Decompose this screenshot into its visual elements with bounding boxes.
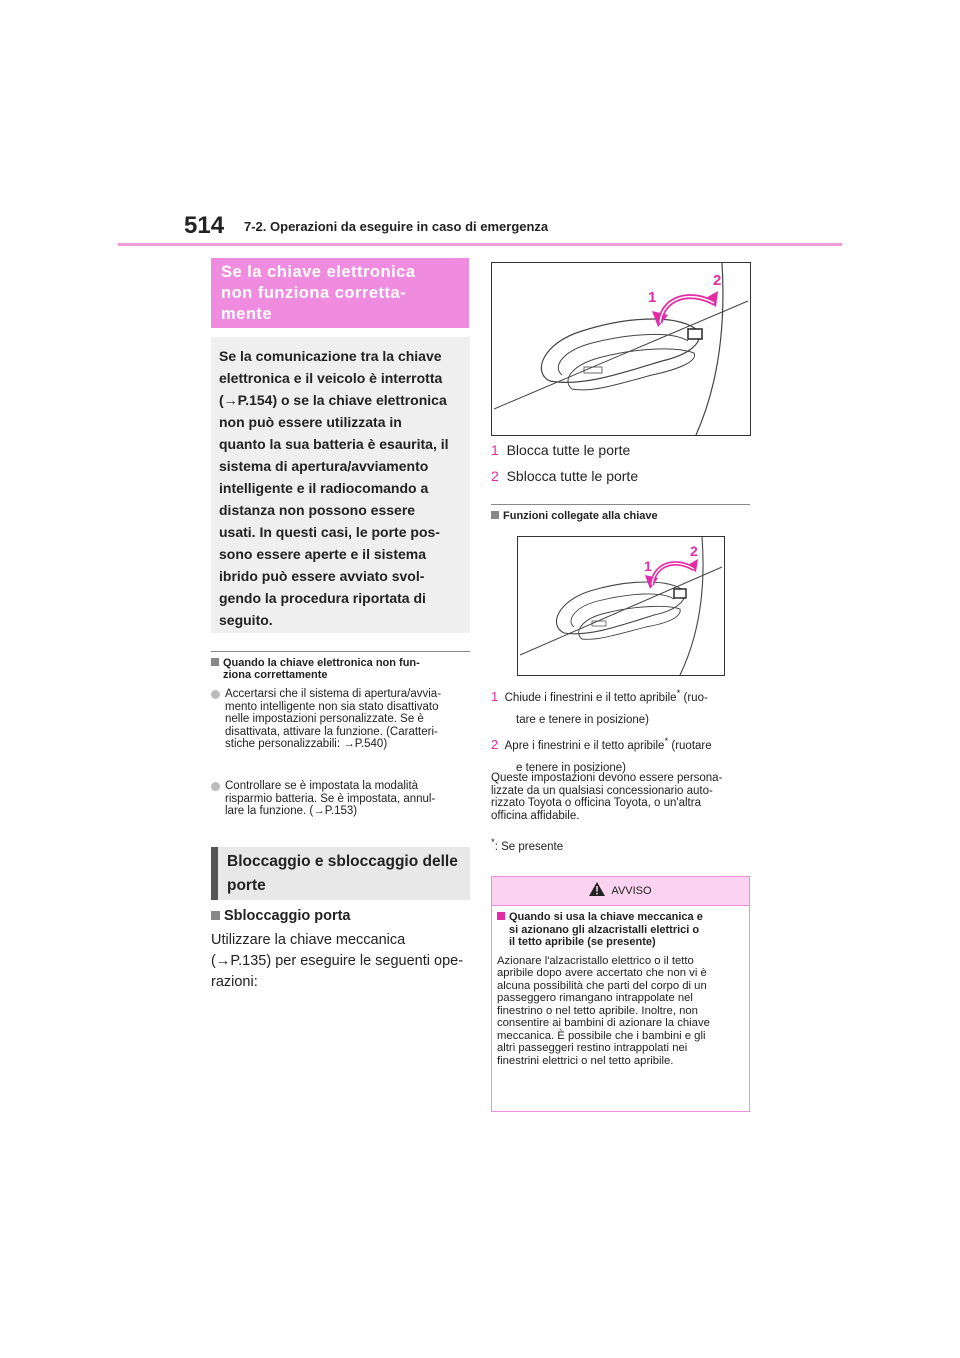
intro-line: usati. In questi casi, le porte pos- <box>219 524 440 540</box>
figure-2-label-2: 2 <box>690 543 698 559</box>
door-handle-figure-2 <box>517 536 725 676</box>
legend-text: tare e tenere in posizione) <box>516 713 649 726</box>
warning-box <box>491 876 750 1112</box>
legend-text: e tenere in posizione) <box>516 761 626 774</box>
footnote-marker: * <box>491 837 495 848</box>
unlock-instructions <box>211 930 473 993</box>
legend-number: 1 <box>491 688 499 704</box>
intro-line: quanto la sua batteria è esaurita, il <box>219 436 449 452</box>
figure-2-legend <box>491 683 753 779</box>
warning-body-line: apribile dopo avere accertato che non vi è <box>497 967 707 979</box>
square-bullet-icon <box>497 912 505 920</box>
pink-title-line: non funziona corretta- <box>221 284 407 302</box>
intro-line: gendo la procedura riportata di <box>219 590 426 606</box>
bullet-line: stiche personalizzabili: →P.540) <box>225 738 388 750</box>
intro-line: elettronica e il veicolo è interrotta <box>219 370 443 386</box>
intro-line: intelligente e il radiocomando a <box>219 480 429 496</box>
subheading-text: Sbloccaggio porta <box>224 908 351 924</box>
figure-2-label-1: 1 <box>644 558 652 574</box>
bullet-line: nelle impostazioni personalizzate. Se è <box>225 713 424 725</box>
legend-text: (ruotare <box>668 739 712 752</box>
footnote-marker: * <box>664 735 669 747</box>
warning-body-line: finestrini elettrici o nel tetto apribile. <box>497 1054 674 1067</box>
divider <box>491 504 750 505</box>
square-bullet-icon <box>491 511 499 519</box>
bullet-line: mento intelligente non sia stato disattivato <box>225 700 439 713</box>
dealer-note <box>491 772 753 822</box>
bullet-line: Controllare se è impostata la modalità <box>225 780 419 792</box>
warning-title-line: Quando si usa la chiave meccanica e <box>509 911 703 923</box>
legend-item-close-windows <box>491 683 753 731</box>
warning-body-line: Azionare l'alzacristallo elettrico o il tetto <box>497 954 694 967</box>
circle-bullet-icon <box>211 782 220 791</box>
legend-number: 1 <box>491 442 499 458</box>
warning-body-line: passeggero rimangano intrappolate nel <box>497 992 693 1004</box>
warning-header <box>492 877 749 906</box>
divider <box>211 651 470 652</box>
legend-text: Sblocca tutte le porte <box>506 468 639 484</box>
intro-box <box>211 337 470 633</box>
door-handle-figure-1 <box>491 262 751 436</box>
intro-line: sistema di apertura/avviamento <box>219 458 429 474</box>
circle-bullet-icon <box>211 690 220 699</box>
intro-line: distanza non possono essere <box>219 502 416 518</box>
warning-body-line: altri passeggeri restino intrappolati nei <box>497 1042 688 1054</box>
warning-body-line: consentire ai bambini di azionare la chiave <box>497 1017 710 1029</box>
door-handle-illustration <box>492 263 750 435</box>
legend-number: 2 <box>491 468 499 484</box>
section-title-pink <box>211 258 469 328</box>
intro-line: seguito. <box>219 612 273 628</box>
legend-number: 2 <box>491 736 499 752</box>
body-line: razioni: <box>211 974 258 990</box>
figure-1-legend <box>491 437 638 489</box>
legend-text: Blocca tutte le porte <box>506 442 631 458</box>
section-title-doors <box>211 847 470 900</box>
header-rule <box>118 243 842 246</box>
bullet-line: risparmio batteria. Se è impostata, annul- <box>225 792 436 805</box>
square-bullet-icon <box>211 911 220 920</box>
note-line: officina affidabile. <box>491 809 580 822</box>
section-title-line: Bloccaggio e sbloccaggio delle <box>227 853 458 870</box>
legend-item-unlock <box>491 463 638 489</box>
chapter-title: 7-2. Operazioni da eseguire in caso di emergenza <box>244 219 549 234</box>
subheading-key-malfunction <box>211 657 470 681</box>
bullet-line: disattivata, attivare la funzione. (Caratteri- <box>225 725 438 738</box>
intro-line: (→P.154) o se la chiave elettronica <box>219 392 447 408</box>
note-line: Queste impostazioni devono essere persona- <box>491 772 723 784</box>
warning-title-line: si azionano gli alzacristalli elettrici o <box>509 923 700 936</box>
warning-body <box>497 955 744 1068</box>
subheading-text: Funzioni collegate alla chiave <box>503 510 658 522</box>
body-line: Utilizzare la chiave meccanica <box>211 932 406 948</box>
square-bullet-icon <box>211 658 219 666</box>
legend-text: Chiude i finestrini e il tetto apribile <box>504 691 677 704</box>
subheading-line: ziona correttamente <box>223 669 328 681</box>
bullet-item-1 <box>211 688 473 751</box>
warning-body-line: finestrino o nel tetto apribile. Inoltre, non <box>497 1004 698 1017</box>
note-line: lizzate da un qualsiasi concessionario auto- <box>491 784 713 797</box>
warning-label: AVVISO <box>611 885 652 897</box>
body-line: (→P.135) per eseguire le seguenti ope- <box>211 953 464 969</box>
legend-text: (ruo- <box>680 691 708 704</box>
section-title-line: porte <box>227 877 266 894</box>
subheading-key-functions <box>491 510 658 522</box>
figure-1-label-2: 2 <box>713 272 722 289</box>
footnote <box>491 837 563 853</box>
intro-line: sono essere aperte e il sistema <box>219 546 426 562</box>
warning-body-line: alcuna possibilità che parti del corpo di un <box>497 979 707 992</box>
page-number: 514 <box>184 212 225 239</box>
intro-line: non può essere utilizzata in <box>219 414 402 430</box>
legend-item-lock <box>491 437 638 463</box>
warning-title-line: il tetto apribile (se presente) <box>509 936 656 948</box>
warning-body-line: meccanica. È possibile che i bambini e gli <box>497 1029 706 1042</box>
pink-title-line: mente <box>221 305 273 323</box>
bullet-item-2 <box>211 780 473 818</box>
intro-line: Se la comunicazione tra la chiave <box>219 348 442 364</box>
note-line: rizzato Toyota o officina Toyota, o un'altra <box>491 797 701 809</box>
bullet-line: Accertarsi che il sistema di apertura/avvia- <box>225 688 442 700</box>
footnote-text: : Se presente <box>494 840 564 853</box>
intro-line: ibrido può essere avviato svol- <box>219 568 425 584</box>
legend-text: Apre i finestrini e il tetto apribile <box>504 739 665 752</box>
footnote-marker: * <box>676 688 681 699</box>
warning-triangle-icon <box>589 882 605 896</box>
subheading-line: Quando la chiave elettronica non fun- <box>223 657 420 669</box>
subheading-unlock-door <box>211 908 351 924</box>
bullet-line: lare la funzione. (→P.153) <box>225 805 358 817</box>
figure-1-label-1: 1 <box>648 289 657 306</box>
warning-title <box>497 911 744 949</box>
pink-title-line: Se la chiave elettronica <box>221 263 416 281</box>
